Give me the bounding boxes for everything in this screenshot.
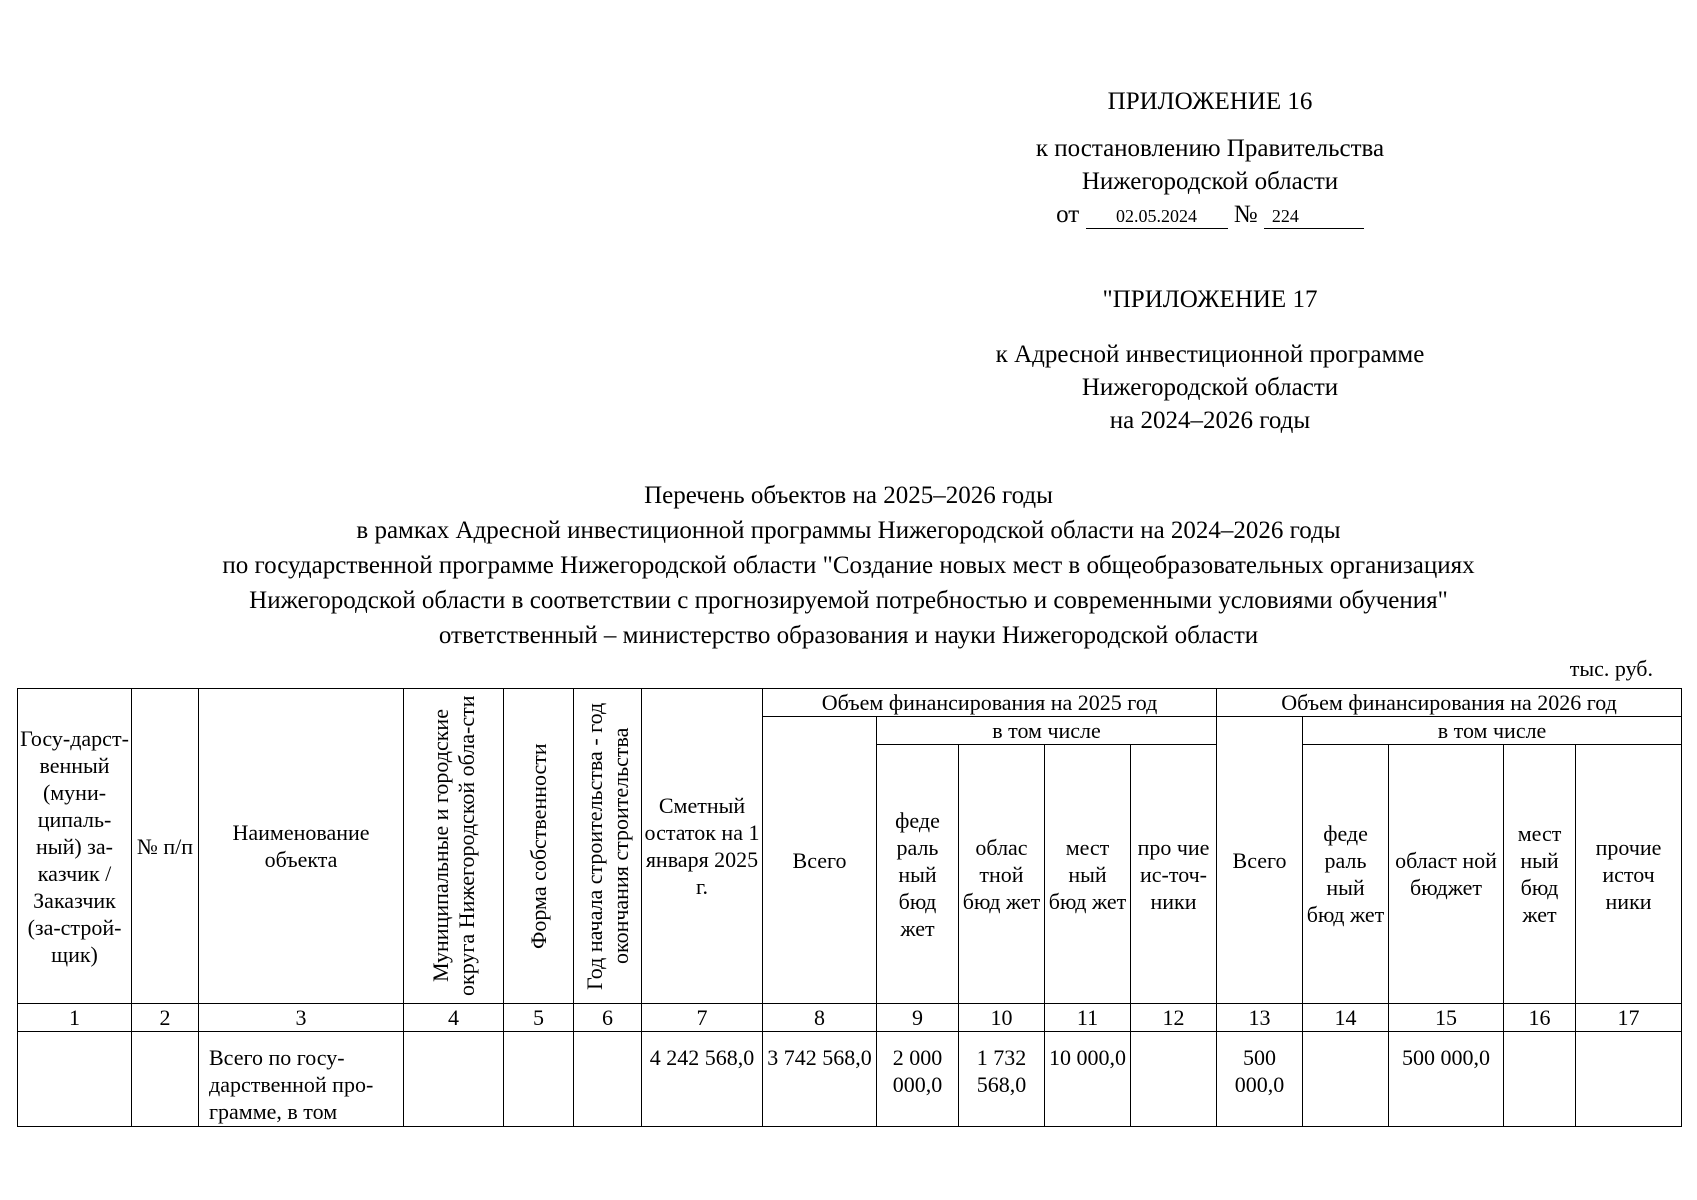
cell-reg-2026: 500 000,0 — [1389, 1032, 1504, 1127]
header-num: № п/п — [132, 689, 199, 1004]
header-fin2025: Объем финансирования на 2025 год — [763, 689, 1217, 717]
col-number: 1 — [18, 1004, 132, 1032]
col-number: 16 — [1504, 1004, 1576, 1032]
header-including-2026: в том числе — [1303, 717, 1682, 745]
col-number: 10 — [959, 1004, 1045, 1032]
annex17-line1: к Адресной инвестиционной программе — [995, 341, 1425, 368]
header-years: Год начала строительства - год окончания строительства — [581, 702, 633, 990]
cell-reg-2025: 1 732 568,0 — [959, 1032, 1045, 1127]
from-label: от — [1056, 201, 1080, 228]
col-number: 13 — [1217, 1004, 1303, 1032]
header-ownership: Форма собственности — [525, 743, 551, 949]
resolution-number: 224 — [1264, 204, 1364, 229]
header-total-2025: Всего — [763, 717, 877, 1004]
table-row — [18, 1032, 1682, 1127]
col-number: 7 — [642, 1004, 763, 1032]
list-title-line5: ответственный – министерство образования и науки Нижегородской области — [438, 622, 1259, 649]
header-loc-2025: мест ный бюд жет — [1045, 745, 1131, 1004]
cell-customer — [18, 1032, 132, 1127]
annex16-line2: Нижегородской области — [1081, 168, 1339, 195]
col-number: 9 — [877, 1004, 959, 1032]
annex17-line2: Нижегородской области — [1081, 374, 1339, 401]
header-reg-2025: облас тной бюд жет — [959, 745, 1045, 1004]
header-loc-2026: мест ный бюд жет — [1504, 745, 1576, 1004]
annex17-line3: на 2024–2026 годы — [1109, 407, 1311, 434]
header-fin2026: Объем финансирования на 2026 год — [1217, 689, 1682, 717]
cell-fed-2025: 2 000 000,0 — [877, 1032, 959, 1127]
cell-municipality — [404, 1032, 504, 1127]
header-total-2026: Всего — [1217, 717, 1303, 1004]
cell-total-2026: 500 000,0 — [1217, 1032, 1303, 1127]
annex16-ref-line — [960, 198, 1460, 231]
header-fed-2025: феде раль ный бюд жет — [877, 745, 959, 1004]
cell-years — [574, 1032, 642, 1127]
list-title-line1: Перечень объектов на 2025–2026 годы — [644, 482, 1053, 509]
header-fed-2026: феде раль ный бюд жет — [1303, 745, 1389, 1004]
annex17-title: "ПРИЛОЖЕНИЕ 17 — [1102, 286, 1318, 313]
cell-fed-2026 — [1303, 1032, 1389, 1127]
cell-name: Всего по госу-дарственной про-грамме, в том — [199, 1032, 404, 1127]
header-municipality-cell — [404, 689, 504, 1004]
col-number: 14 — [1303, 1004, 1389, 1032]
header-years-cell — [574, 689, 642, 1004]
list-title-line2: в рамках Адресной инвестиционной программы Нижегородской области на 2024–2026 годы — [356, 517, 1341, 544]
unit-label: тыс. руб. — [1569, 656, 1653, 681]
header-ownership-cell — [504, 689, 574, 1004]
header-name: Наименование объекта — [199, 689, 404, 1004]
cell-loc-2026 — [1504, 1032, 1576, 1127]
list-title-line4: Нижегородской области в соответствии с прогнозируемой потребностью и современными условиями обучения" — [249, 587, 1448, 614]
header-oth-2025: про чие ис-точ-ники — [1131, 745, 1217, 1004]
col-number: 15 — [1389, 1004, 1504, 1032]
objects-table — [17, 688, 1682, 1127]
cell-num — [132, 1032, 199, 1127]
col-number: 3 — [199, 1004, 404, 1032]
header-including-2025: в том числе — [877, 717, 1217, 745]
header-customer: Госу-дарст-венный (муни-ципаль-ный) за-казчик / Заказчик (за-строй-щик) — [18, 689, 132, 1004]
column-numbers-row — [18, 1004, 1682, 1032]
cell-ownership — [504, 1032, 574, 1127]
col-number: 17 — [1576, 1004, 1682, 1032]
cell-oth-2025 — [1131, 1032, 1217, 1127]
col-number: 5 — [504, 1004, 574, 1032]
cell-oth-2026 — [1576, 1032, 1682, 1127]
annex16-title: ПРИЛОЖЕНИЕ 16 — [1107, 88, 1313, 115]
annex17-block — [960, 283, 1460, 437]
header-balance: Сметный остаток на 1 января 2025 г. — [642, 689, 763, 1004]
list-title — [0, 478, 1697, 653]
col-number: 11 — [1045, 1004, 1131, 1032]
col-number: 8 — [763, 1004, 877, 1032]
list-title-line3: по государственной программе Нижегородской области "Создание новых мест в общеобразовательных организациях — [222, 552, 1475, 579]
annex16-line1: к постановлению Правительства — [1035, 135, 1385, 162]
col-number: 12 — [1131, 1004, 1217, 1032]
cell-loc-2025: 10 000,0 — [1045, 1032, 1131, 1127]
col-number: 2 — [132, 1004, 199, 1032]
header-municipality: Муниципальные и городские округа Нижегородской обла-сти — [427, 695, 479, 997]
header-reg-2026: област ной бюджет — [1389, 745, 1504, 1004]
header-oth-2026: прочие источ ники — [1576, 745, 1682, 1004]
resolution-date: 02.05.2024 — [1086, 204, 1228, 229]
number-label: № — [1233, 201, 1258, 228]
cell-total-2025: 3 742 568,0 — [763, 1032, 877, 1127]
col-number: 6 — [574, 1004, 642, 1032]
col-number: 4 — [404, 1004, 504, 1032]
annex16-block — [960, 85, 1460, 231]
cell-balance: 4 242 568,0 — [642, 1032, 763, 1127]
